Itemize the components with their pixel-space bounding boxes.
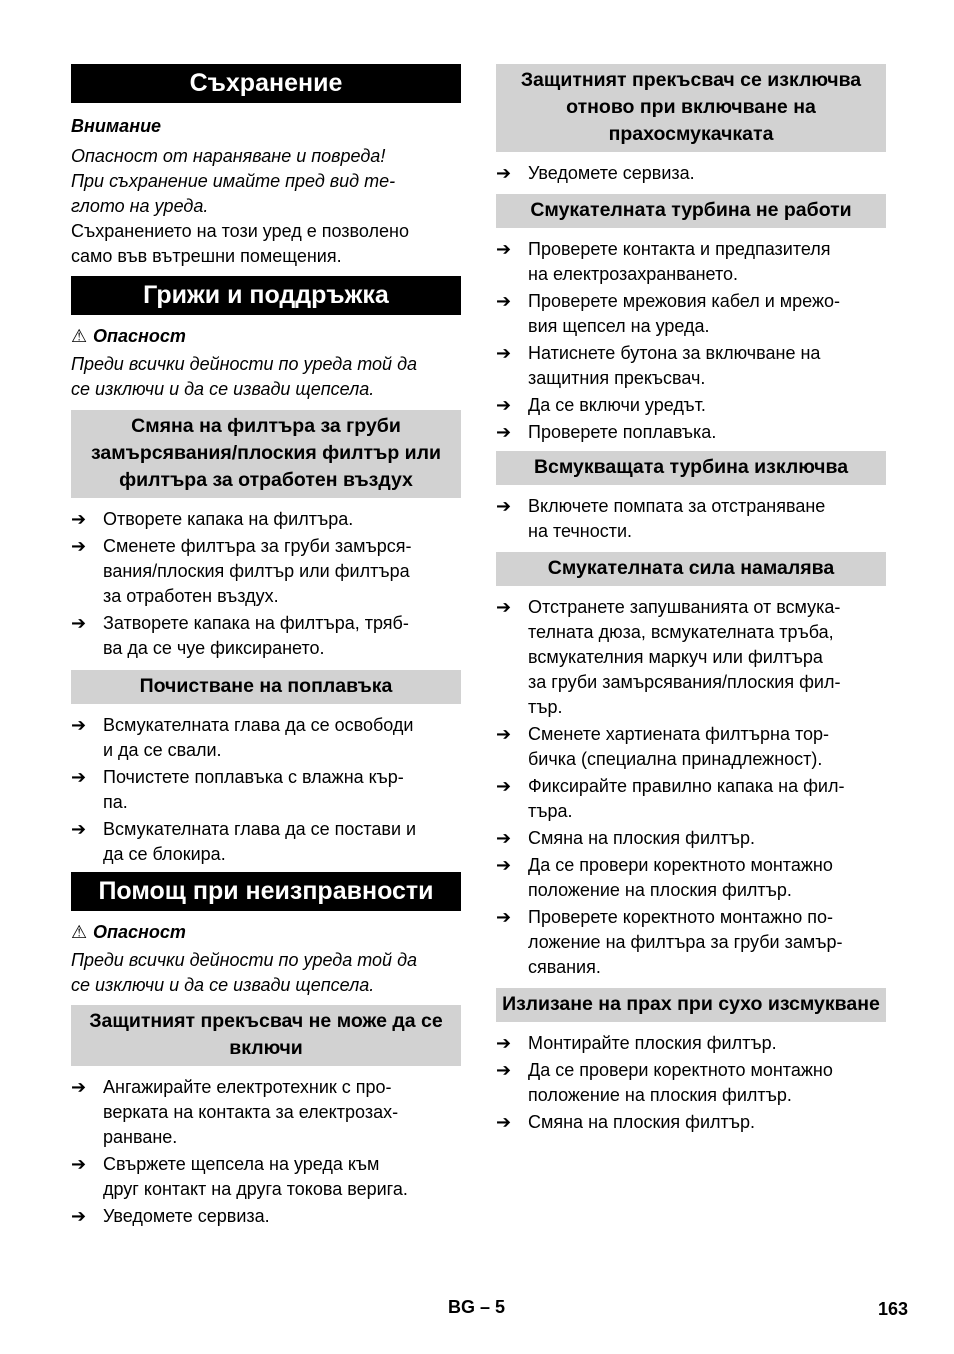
- attention-label: Внимание: [71, 116, 162, 136]
- dust-steps: [496, 1031, 886, 1135]
- list-item: ➔ Проверете мрежовия кабел и мрежо- вия щепсел на уреда.: [496, 291, 841, 336]
- list-item: ➔ Проверете контакта и предпазителя на електрозахранването.: [496, 239, 831, 284]
- subsection-title-breaker: Защитният прекъсвач не може да се включи: [71, 1005, 461, 1066]
- list-item: ➔ Фиксирайте правилно капака на фил- търа.: [496, 776, 845, 821]
- list-item: ➔ Всмукателната глава да се освободи и да се свали.: [71, 715, 414, 760]
- section-title-trouble: Помощ при неизправности: [71, 872, 461, 911]
- list-item: ➔ Всмукателната глава да се постави и да се блокира.: [71, 819, 417, 864]
- arrow-right-icon: ➔: [496, 1060, 512, 1080]
- left-column: [71, 64, 461, 1231]
- subsection-title-turbine: Смукателната турбина не работи: [496, 194, 886, 228]
- arrow-right-icon: ➔: [496, 597, 512, 617]
- arrow-right-icon: ➔: [71, 536, 87, 556]
- arrow-right-icon: ➔: [71, 715, 87, 735]
- list-item: ➔ Проверете коректното монтажно по- ложение на филтъра за груби замър- сявания.: [496, 907, 843, 977]
- list-item: ➔ Монтирайте плоския филтър.: [496, 1031, 886, 1056]
- trouble-danger-text: Преди всички дейности по уреда той да се изключи и да се извади щепсела.: [71, 950, 418, 995]
- section-title-storage: Съхранение: [71, 64, 461, 103]
- suction-steps: [496, 595, 886, 980]
- turbine-off-steps: [496, 494, 886, 544]
- arrow-right-icon: ➔: [496, 855, 512, 875]
- list-item: ➔ Уведомете сервиза.: [496, 161, 886, 186]
- list-item: ➔ Ангажирайте електротехник с про- верката на контакта за електрозах- ранване.: [71, 1077, 399, 1147]
- list-item: ➔ Почистете поплавъка с влажна кър- па.: [71, 767, 404, 812]
- subsection-title-breaker-reoccurs: Защитният прекъсвач се изключва отново при включване на прахосмукачката: [496, 64, 886, 152]
- arrow-right-icon: ➔: [496, 496, 512, 516]
- list-item: ➔ Да се включи уредът.: [496, 393, 886, 418]
- storage-warning: Опасност от нараняване и повреда! При съхранение имайте пред вид те- глото на уреда.: [71, 146, 396, 216]
- list-item: ➔ Уведомете сервиза.: [71, 1204, 461, 1229]
- list-item: ➔ Сменете филтъра за груби замърся- вания/плоския филтър или филтъра за отработен въздух.: [71, 536, 412, 606]
- subsection-title-dust: Излизане на прах при сухо изсмукване: [496, 988, 886, 1022]
- breaker-steps: [71, 1075, 461, 1229]
- list-item: ➔ Включете помпата за отстраняване на течности.: [496, 496, 826, 541]
- arrow-right-icon: ➔: [496, 291, 512, 311]
- arrow-right-icon: ➔: [496, 907, 512, 927]
- arrow-right-icon: ➔: [71, 1154, 87, 1174]
- list-item: ➔ Да се провери коректното монтажно положение на плоския филтър.: [496, 855, 833, 900]
- danger-label: ⚠ Опасност: [71, 324, 461, 349]
- list-item: ➔ Отстранете запушванията от всмука- телната дюза, всмукателната тръба, всмукателния маркуч или филтъра за груби замърсявания/плоския фил- тър.: [496, 597, 841, 717]
- arrow-right-icon: ➔: [496, 239, 512, 259]
- storage-text: Съхранението на този уред е позволено само във вътрешни помещения.: [71, 221, 409, 266]
- arrow-right-icon: ➔: [496, 1033, 512, 1053]
- arrow-right-icon: ➔: [71, 767, 87, 787]
- list-item: ➔ Да се провери коректното монтажно положение на плоския филтър.: [496, 1060, 833, 1105]
- list-item: ➔ Натиснете бутона за включване на защитния прекъсвач.: [496, 343, 821, 388]
- arrow-right-icon: ➔: [496, 422, 512, 442]
- right-column: [496, 64, 886, 1137]
- arrow-right-icon: ➔: [496, 724, 512, 744]
- arrow-right-icon: ➔: [496, 163, 512, 183]
- danger-label: ⚠ Опасност: [71, 920, 461, 945]
- warning-triangle-icon: ⚠: [71, 922, 88, 942]
- arrow-right-icon: ➔: [496, 1112, 512, 1132]
- breaker2-steps: [496, 161, 886, 186]
- arrow-right-icon: ➔: [496, 828, 512, 848]
- list-item: ➔ Смяна на плоския филтър.: [496, 1110, 886, 1135]
- warning-triangle-icon: ⚠: [71, 326, 88, 346]
- arrow-right-icon: ➔: [496, 343, 512, 363]
- list-item: ➔ Смяна на плоския филтър.: [496, 826, 886, 851]
- list-item: ➔ Отворете капака на филтъра.: [71, 507, 461, 532]
- turbine-steps: [496, 237, 886, 445]
- arrow-right-icon: ➔: [71, 1206, 87, 1226]
- list-item: ➔ Сменете хартиената филтърна тор- бичка (специална принадлежност).: [496, 724, 830, 769]
- subsection-title-filter: Смяна на филтъра за груби замърсявания/плоския филтър или филтъра за отработен въздух: [71, 410, 461, 498]
- filter-steps: [71, 507, 461, 661]
- float-steps: [71, 713, 461, 867]
- list-item: ➔ Затворете капака на филтъра, тряб- ва да се чуе фиксирането.: [71, 613, 409, 658]
- care-danger-text: Преди всички дейности по уреда той да се изключи и да се извади щепсела.: [71, 354, 418, 399]
- arrow-right-icon: ➔: [71, 613, 87, 633]
- footer-language-code: BG – 5: [448, 1297, 506, 1317]
- subsection-title-suction: Смукателната сила намалява: [496, 552, 886, 586]
- arrow-right-icon: ➔: [71, 1077, 87, 1097]
- arrow-right-icon: ➔: [496, 395, 512, 415]
- list-item: ➔ Проверете поплавъка.: [496, 420, 886, 445]
- arrow-right-icon: ➔: [71, 819, 87, 839]
- arrow-right-icon: ➔: [71, 509, 87, 529]
- page-number: 163: [878, 1299, 909, 1319]
- list-item: ➔ Свържете щепсела на уреда към друг контакт на друга токова верига.: [71, 1154, 408, 1199]
- section-title-care: Грижи и поддръжка: [71, 276, 461, 315]
- arrow-right-icon: ➔: [496, 776, 512, 796]
- subsection-title-turbine-off: Всмукващата турбина изключва: [496, 451, 886, 485]
- subsection-title-float: Почистване на поплавъка: [71, 670, 461, 704]
